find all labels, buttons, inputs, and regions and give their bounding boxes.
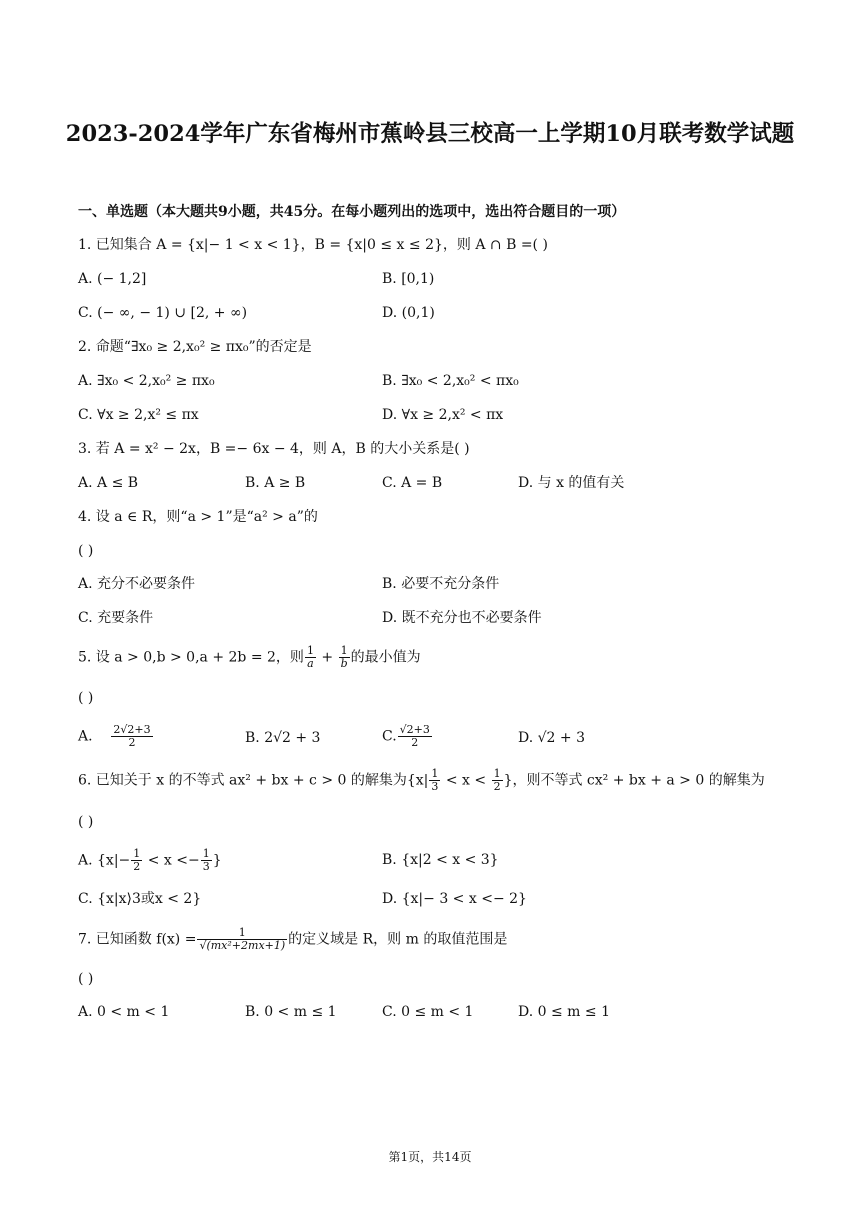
q6-option-c: C. {x|x⟩3或x < 2} xyxy=(78,891,202,907)
q6-option-a-f1-den: 2 xyxy=(133,860,141,873)
q2-option-c: C. ∀x ≥ 2,x² ≤ πx xyxy=(78,407,199,423)
q4-option-d: D. 既不充分也不必要条件 xyxy=(382,610,542,626)
q4-option-a: A. 充分不必要条件 xyxy=(78,576,196,592)
q5-fraction-1-den: a xyxy=(307,657,314,670)
q5-stem-end: 的最小值为 xyxy=(350,649,421,666)
question-4-paren: ( ) xyxy=(78,543,94,559)
section-heading: 一、单选题（本大题共9小题，共45分。在每小题列出的选项中，选出符合题目的一项） xyxy=(78,204,626,220)
q5-option-c xyxy=(382,724,433,749)
q6-fraction-2 xyxy=(492,768,503,793)
q3-option-b: B. A ≥ B xyxy=(245,475,306,491)
q5-option-c-label: C. xyxy=(382,728,397,745)
q7-stem-end: 的定义域是 R，则 m 的取值范围是 xyxy=(288,931,508,948)
q6-fraction-1-num: 1 xyxy=(431,767,439,780)
q5-option-a-num: 2√2+3 xyxy=(113,723,151,736)
q6-option-a-fraction-1 xyxy=(131,848,142,873)
q7-option-d: D. 0 ≤ m ≤ 1 xyxy=(518,1004,610,1020)
page-title: 2023-2024学年广东省梅州市蕉岭县三校高一上学期10月联考数学试题 xyxy=(65,121,795,147)
q5-option-a-label: A. xyxy=(78,728,93,745)
q5-fraction-1-num: 1 xyxy=(306,644,314,657)
q5-option-c-den: 2 xyxy=(411,736,419,749)
q1-option-d: D. (0,1) xyxy=(382,305,435,321)
q6-option-a-fraction-2 xyxy=(201,848,212,873)
q6-stem-start: 6. 已知关于 x 的不等式 ax² + bx + c > 0 的解集为{x| xyxy=(78,772,429,789)
q6-fraction-2-num: 1 xyxy=(493,767,501,780)
q6-option-a-start: A. {x|− xyxy=(78,852,131,869)
q6-option-d: D. {x|− 3 < x <− 2} xyxy=(382,891,527,907)
q6-option-a xyxy=(78,848,222,873)
q2-option-b: B. ∃x₀ < 2,x₀² < πx₀ xyxy=(382,373,519,389)
question-7-stem xyxy=(78,927,507,952)
q2-option-d: D. ∀x ≥ 2,x² < πx xyxy=(382,407,504,423)
page-footer: 第1页，共14页 xyxy=(388,1150,472,1164)
q7-fraction-num: 1 xyxy=(197,927,287,940)
q6-fraction-1 xyxy=(429,768,440,793)
q5-option-c-num: √2+3 xyxy=(399,723,430,736)
q7-stem-start: 7. 已知函数 f(x) = xyxy=(78,931,197,948)
q6-fraction-1-den: 3 xyxy=(431,780,439,793)
question-6-paren: ( ) xyxy=(78,814,94,830)
q5-stem-start: 5. 设 a > 0,b > 0,a + 2b = 2，则 xyxy=(78,649,304,666)
question-5-stem xyxy=(78,645,421,670)
q4-option-c: C. 充要条件 xyxy=(78,610,154,626)
q5-option-a-den: 2 xyxy=(128,736,136,749)
q3-option-a: A. A ≤ B xyxy=(78,475,139,491)
q5-fraction-2 xyxy=(339,645,350,670)
question-7-paren: ( ) xyxy=(78,971,94,987)
question-5-paren: ( ) xyxy=(78,690,94,706)
question-3-stem: 3. 若 A = x² − 2x，B =− 6x − 4，则 A，B 的大小关系是( ) xyxy=(78,441,470,457)
q6-option-a-mid: < x <− xyxy=(143,852,200,869)
q6-option-a-f2-den: 3 xyxy=(202,860,210,873)
question-1-stem: 1. 已知集合 A = {x|− 1 < x < 1}，B = {x|0 ≤ x ≤ 2}，则 A ∩ B =( ) xyxy=(78,237,548,253)
question-6-stem xyxy=(78,768,765,793)
q7-option-b: B. 0 < m ≤ 1 xyxy=(245,1004,337,1020)
q6-mid: < x < xyxy=(441,772,491,789)
q7-option-c: C. 0 ≤ m < 1 xyxy=(382,1004,474,1020)
q5-option-a-fraction xyxy=(111,724,152,749)
q7-fraction xyxy=(197,927,287,952)
q5-fraction-2-num: 1 xyxy=(339,645,350,658)
q5-option-d: D. √2 + 3 xyxy=(518,730,585,746)
q6-option-a-f2-num: 1 xyxy=(202,847,210,860)
q1-option-c: C. (− ∞, − 1) ∪ [2, + ∞) xyxy=(78,305,248,321)
q5-fraction-1 xyxy=(305,645,316,670)
q1-option-a: A. (− 1,2] xyxy=(78,271,147,287)
q6-option-a-end: } xyxy=(212,852,222,869)
q5-option-c-fraction xyxy=(398,724,432,749)
q5-option-b: B. 2√2 + 3 xyxy=(245,730,321,746)
q5-plus: + xyxy=(316,649,338,666)
question-2-stem: 2. 命题“∃x₀ ≥ 2,x₀² ≥ πx₀”的否定是 xyxy=(78,339,312,355)
q5-option-a xyxy=(78,724,154,749)
q2-option-a: A. ∃x₀ < 2,x₀² ≥ πx₀ xyxy=(78,373,215,389)
q7-option-a: A. 0 < m < 1 xyxy=(78,1004,170,1020)
q5-fraction-2-den: b xyxy=(340,657,348,670)
q3-option-d: D. 与 x 的值有关 xyxy=(518,475,625,491)
q3-option-c: C. A = B xyxy=(382,475,443,491)
q6-fraction-2-den: 2 xyxy=(493,780,501,793)
q1-option-b: B. [0,1) xyxy=(382,271,435,287)
q4-option-b: B. 必要不充分条件 xyxy=(382,576,500,592)
q6-option-a-f1-num: 1 xyxy=(133,847,141,860)
question-4-stem: 4. 设 a ∈ R，则“a > 1”是“a² > a”的 xyxy=(78,509,318,525)
q7-fraction-den: √(mx²+2mx+1) xyxy=(199,939,286,952)
q6-option-b: B. {x|2 < x < 3} xyxy=(382,852,499,868)
q6-stem-end: }，则不等式 cx² + bx + a > 0 的解集为 xyxy=(503,772,765,789)
